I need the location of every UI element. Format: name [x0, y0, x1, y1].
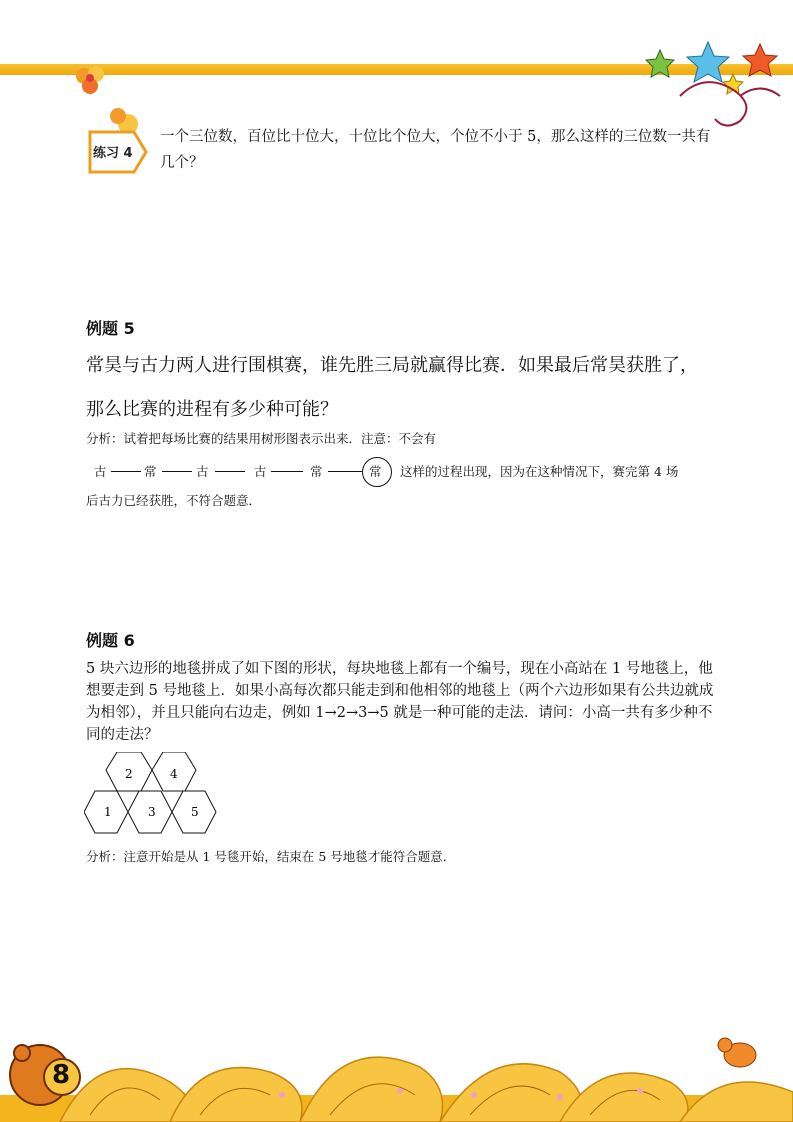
sequence-dash	[162, 471, 192, 472]
game-sequence	[86, 456, 726, 486]
example5-title: 例题 5	[86, 319, 135, 338]
hexagon-carpet-diagram	[84, 752, 224, 838]
example5-line1: 常昊与古力两人进行围棋赛，谁先胜三局就赢得比赛．如果最后常昊获胜了，	[86, 355, 698, 376]
example5-line2: 那么比赛的进程有多少种可能？	[86, 399, 338, 420]
footer-decoration-icon	[0, 1015, 793, 1122]
sequence-item: 古	[254, 464, 267, 479]
example5-analysis-end: 后古力已经获胜，不符合题意．	[86, 493, 262, 508]
sequence-item: 常	[310, 464, 323, 479]
example6-text: 5 块六边形的地毯拼成了如下图的形状，每块地毯上都有一个编号，现在小高站在 1 号地毯上，他想要走到 5 号地毯上．如果小高每次都只能走到和他相邻的地毯上（两个六边形如果有公共边就成为相邻），并且只能向右边走，例如 1→2→3→5 就是一种可能的走法．请问：小高一共有多少种不同的走法？	[86, 661, 714, 743]
sequence-dash	[271, 471, 303, 472]
example6-analysis: 分析：注意开始是从 1 号毯开始，结束在 5 号地毯才能符合题意．	[86, 849, 456, 864]
flower-icon	[70, 62, 110, 102]
exercise4-text: 一个三位数，百位比十位大，十位比个位大，个位不小于 5，那么这样的三位数一共有几个？	[160, 129, 711, 171]
sequence-item: 古	[196, 464, 209, 479]
sequence-tail-text: 这样的过程出现，因为在这种情况下，赛完第 4 场	[400, 464, 679, 479]
sequence-item: 古	[94, 464, 107, 479]
example5-analysis-intro: 分析：试着把每场比赛的结果用树形图表示出来．注意：不会有	[86, 431, 437, 446]
hex-label-5: 5	[191, 805, 199, 819]
hex-label-2: 2	[125, 767, 133, 781]
sequence-dash	[328, 471, 362, 472]
exercise-badge-label: 练习 4	[93, 146, 133, 161]
example6-title: 例题 6	[86, 631, 135, 650]
hex-label-1: 1	[104, 805, 112, 819]
hex-label-3: 3	[148, 805, 156, 819]
sequence-item: 常	[144, 464, 157, 479]
sequence-dash	[111, 471, 141, 472]
sequence-item-circled: 常	[369, 464, 382, 479]
stars-decoration-icon	[640, 36, 790, 136]
page-number: 8	[52, 1060, 71, 1090]
exercise-badge-icon	[84, 106, 154, 176]
hex-label-4: 4	[170, 767, 178, 781]
sequence-dash	[215, 471, 245, 472]
